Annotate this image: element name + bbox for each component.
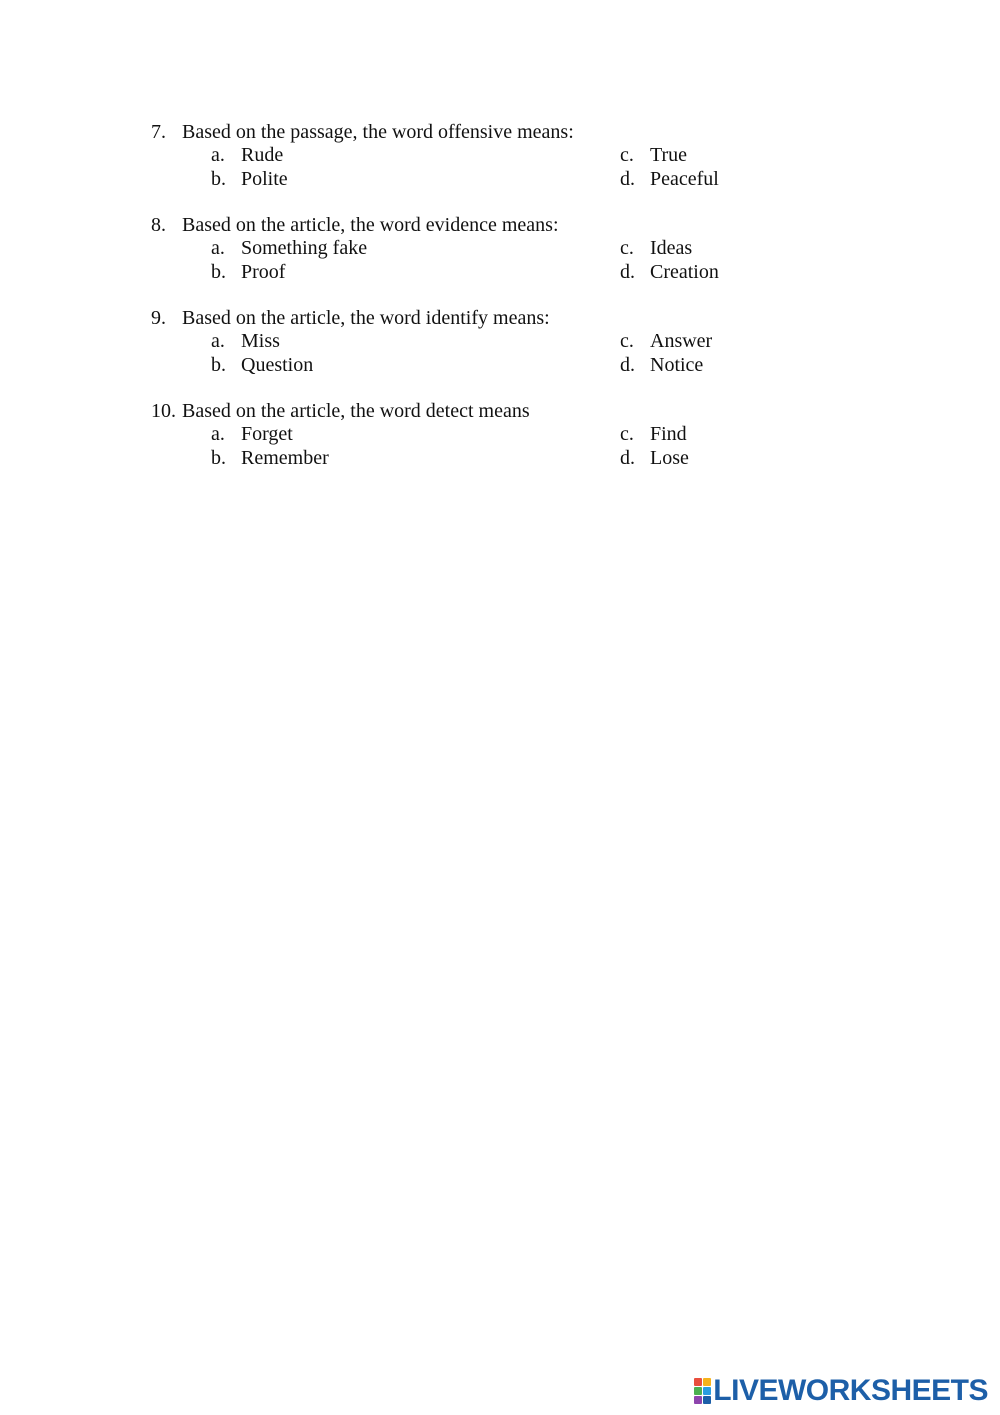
option-text: Ideas bbox=[650, 237, 693, 259]
logo-tile bbox=[694, 1378, 702, 1386]
logo-text: LIVEWORKSHEETS bbox=[713, 1374, 988, 1407]
question-text: Based on the article, the word detect means bbox=[182, 400, 530, 422]
option-text: Find bbox=[650, 423, 687, 445]
option-text: Question bbox=[241, 353, 314, 376]
option-row bbox=[151, 330, 851, 354]
question-9 bbox=[151, 307, 851, 377]
question-text: Based on the passage, the word offensive means: bbox=[182, 121, 574, 143]
option-row bbox=[151, 168, 851, 192]
question-line bbox=[151, 121, 851, 144]
option-text: Lose bbox=[650, 446, 689, 469]
option-letter: a. bbox=[211, 237, 225, 259]
question-8 bbox=[151, 214, 851, 284]
liveworksheets-logo bbox=[694, 1376, 988, 1406]
option-letter: a. bbox=[211, 330, 225, 352]
option-text: Remember bbox=[241, 446, 329, 469]
option-text: Creation bbox=[650, 260, 719, 283]
question-number: 7. bbox=[151, 121, 166, 143]
option-letter: d. bbox=[620, 353, 635, 376]
option-letter: c. bbox=[620, 144, 634, 166]
option-letter: d. bbox=[620, 260, 635, 283]
option-text: Notice bbox=[650, 353, 704, 376]
option-row bbox=[151, 447, 851, 471]
option-text: Miss bbox=[241, 330, 280, 352]
question-text: Based on the article, the word identify means: bbox=[182, 307, 550, 329]
option-letter: a. bbox=[211, 423, 225, 445]
option-row bbox=[151, 144, 851, 168]
logo-tile bbox=[694, 1396, 702, 1404]
option-text: Rude bbox=[241, 144, 284, 166]
option-letter: d. bbox=[620, 446, 635, 469]
option-text: Polite bbox=[241, 167, 288, 190]
option-text: Something fake bbox=[241, 237, 368, 259]
question-number: 9. bbox=[151, 307, 166, 329]
question-text: Based on the article, the word evidence means: bbox=[182, 214, 559, 236]
option-row bbox=[151, 423, 851, 447]
liveworksheets-logo-icon bbox=[694, 1378, 711, 1404]
question-number: 10. bbox=[151, 400, 176, 422]
option-letter: c. bbox=[620, 423, 634, 445]
logo-tile bbox=[703, 1396, 711, 1404]
option-letter: d. bbox=[620, 167, 635, 190]
option-letter: c. bbox=[620, 237, 634, 259]
question-line bbox=[151, 214, 851, 237]
option-letter: a. bbox=[211, 144, 225, 166]
option-letter: b. bbox=[211, 353, 226, 376]
question-line bbox=[151, 400, 851, 423]
option-letter: b. bbox=[211, 446, 226, 469]
option-row bbox=[151, 261, 851, 285]
option-letter: c. bbox=[620, 330, 634, 352]
logo-tile bbox=[694, 1387, 702, 1395]
option-text: Forget bbox=[241, 423, 293, 445]
option-letter: b. bbox=[211, 167, 226, 190]
question-number: 8. bbox=[151, 214, 166, 236]
question-7 bbox=[151, 121, 851, 191]
option-text: Peaceful bbox=[650, 167, 719, 190]
logo-tile bbox=[703, 1387, 711, 1395]
question-line bbox=[151, 307, 851, 330]
option-text: True bbox=[650, 144, 688, 166]
option-text: Proof bbox=[241, 260, 286, 283]
logo-tile bbox=[703, 1378, 711, 1386]
option-letter: b. bbox=[211, 260, 226, 283]
option-row bbox=[151, 354, 851, 378]
option-text: Answer bbox=[650, 330, 713, 352]
option-row bbox=[151, 237, 851, 261]
question-10 bbox=[151, 400, 851, 470]
